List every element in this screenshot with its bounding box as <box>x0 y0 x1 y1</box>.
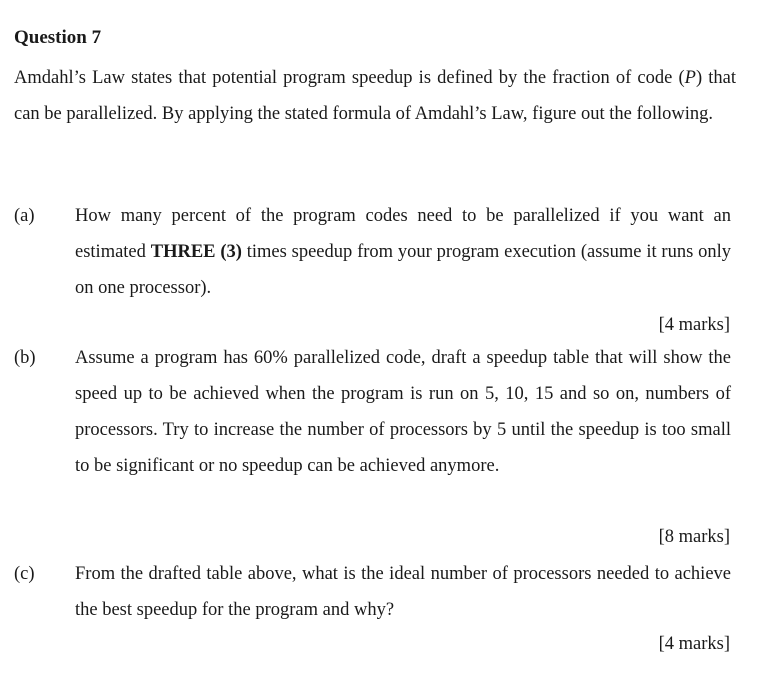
part-b-label: (b) <box>14 348 36 368</box>
part-c-label: (c) <box>14 564 35 584</box>
part-a-label: (a) <box>14 206 35 226</box>
intro-text-start: Amdahl’s Law states that potential program speedup is defined by the fraction of code ( <box>14 68 685 88</box>
part-a-text-start: How many percent of the program codes need to be parallelized if you want an estimated <box>75 206 731 262</box>
part-a-marks: [4 marks] <box>658 315 730 335</box>
intro-text-end: ) that can be parallelized. By applying the stated formula of Amdahl’s Law, figure out the following. <box>14 68 736 124</box>
part-b-marks: [8 marks] <box>658 527 730 547</box>
question-title: Question 7 <box>14 27 102 48</box>
part-c-marks: [4 marks] <box>658 634 730 654</box>
part-c-text: From the drafted table above, what is the ideal number of processors needed to achieve the best speedup for the program and why? <box>75 564 731 620</box>
question-intro <box>14 61 736 132</box>
part-b-text: Assume a program has 60% parallelized code, draft a speedup table that will show the speed up to be achieved when the program is run on 5, 10, 15 and so on, numbers of processors. Try to increase the number of processors by 5 until the speedup is too small to be significant or no speedup can be achieved anymore. <box>75 348 731 476</box>
part-a-text-end: times speedup from your program execution (assume it runs only on one processor). <box>75 242 731 298</box>
part-a-emphasis: THREE (3) <box>150 242 242 262</box>
part-a-text <box>75 198 731 306</box>
intro-variable-p: P <box>684 68 696 88</box>
